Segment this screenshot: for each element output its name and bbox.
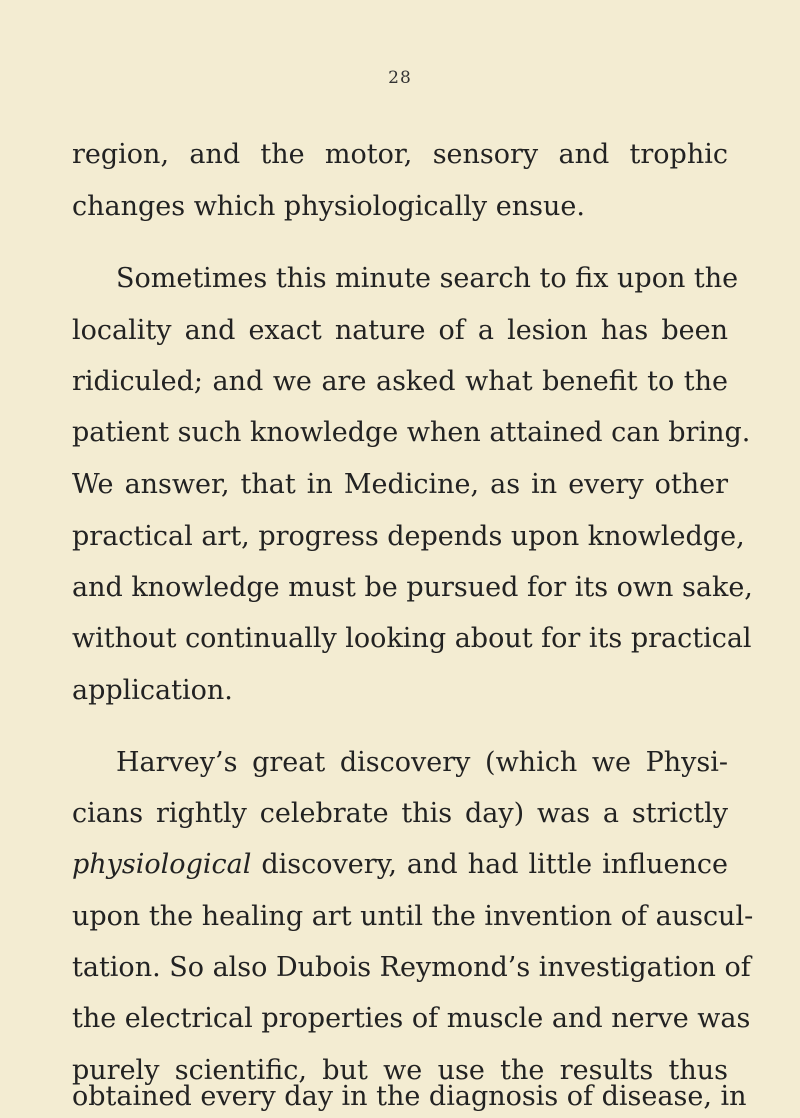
text-line: without continually looking about for its practical (72, 623, 752, 654)
text-line: tation. So also Dubois Reymond’s investigation of (72, 952, 751, 983)
italic-word: physiological (72, 849, 252, 880)
text-line: cians rightly celebrate this day) was a strictly (72, 798, 728, 829)
text-line: obtained every day in the diagnosis of disease, in (72, 1081, 747, 1112)
text-line: changes which physiologically ensue. (72, 191, 585, 222)
text-line: ridiculed; and we are asked what benefit to the (72, 366, 728, 397)
text-line (72, 846, 728, 884)
text-line: the electrical properties of muscle and nerve was (72, 1003, 751, 1034)
text-line: and knowledge must be pursued for its own sake, (72, 572, 753, 603)
text-line: practical art, progress depends upon knowledge, (72, 521, 745, 552)
page-number: 28 (388, 68, 412, 88)
text-line: locality and exact nature of a lesion has been (72, 315, 728, 346)
text-line: We answer, that in Medicine, as in every other (72, 469, 728, 500)
text-line: Harvey’s great discovery (which we Physi- (116, 747, 728, 778)
text-line: region, and the motor, sensory and trophic (72, 139, 728, 170)
text-run: discovery, and had little influence (251, 849, 728, 880)
text-line: patient such knowledge when attained can bring. (72, 417, 751, 448)
text-line: purely scientific, but we use the results thus (72, 1055, 728, 1086)
text-line: upon the healing art until the invention of auscul- (72, 901, 754, 932)
text-line: Sometimes this minute search to fix upon the (116, 263, 739, 294)
text-line: application. (72, 675, 233, 706)
